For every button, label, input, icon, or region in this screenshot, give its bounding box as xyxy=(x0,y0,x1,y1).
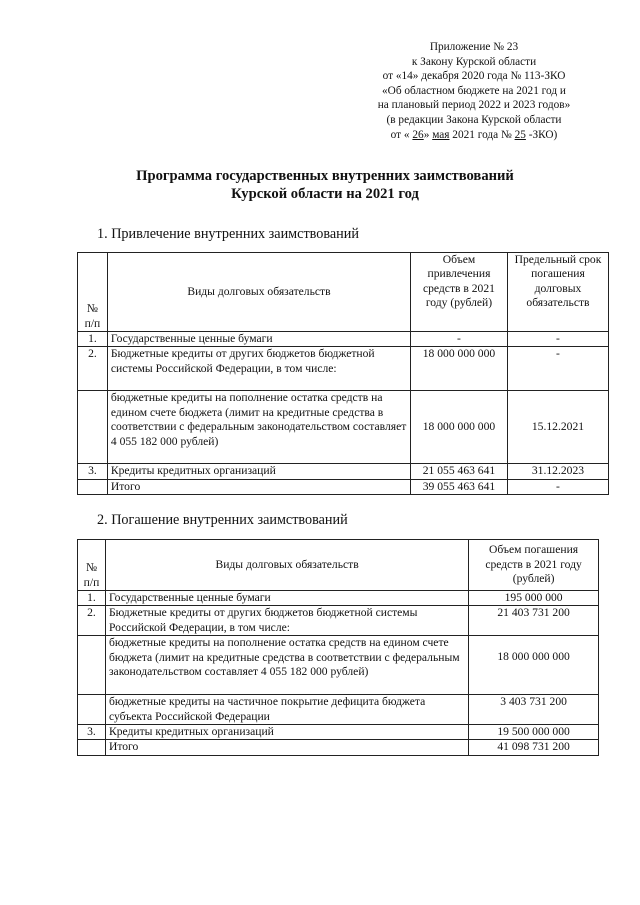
appendix-law-title-2: на плановый период 2022 и 2023 годов» xyxy=(377,99,571,112)
appendix-law-date: от «14» декабря 2020 года № 113-ЗКО xyxy=(382,70,566,83)
table-row xyxy=(78,636,599,695)
row-num: 2. xyxy=(78,347,108,391)
row-type: Государственные ценные бумаги xyxy=(105,591,468,606)
appendix-header xyxy=(360,40,588,142)
row-amount: 21 403 731 200 xyxy=(469,606,599,636)
table-row xyxy=(78,695,599,725)
borrowing-table xyxy=(77,252,609,495)
document-title xyxy=(60,167,590,203)
appendix-law-ref: к Закону Курской области xyxy=(411,55,537,68)
row-type: Бюджетные кредиты от других бюджетов бюджетной системы Российской Федерации, в том числе: xyxy=(107,347,410,391)
row-num xyxy=(78,391,108,464)
row-amount: 18 000 000 000 xyxy=(411,391,508,464)
table-row xyxy=(78,332,609,347)
row-amount: 21 055 463 641 xyxy=(411,464,508,479)
edition-day: 26 xyxy=(412,128,424,141)
row-amount: 18 000 000 000 xyxy=(469,636,599,695)
row-num xyxy=(78,636,106,695)
row-num: 1. xyxy=(78,591,106,606)
row-num: 3. xyxy=(78,464,108,479)
table-row xyxy=(78,464,609,479)
row-amount: 3 403 731 200 xyxy=(469,695,599,725)
header-amount: Объем погашения средств в 2021 году (рублей) xyxy=(469,540,599,591)
row-amount: 41 098 731 200 xyxy=(469,740,599,755)
title-line-1: Программа государственных внутренних заимствований xyxy=(136,168,514,184)
table-header-row xyxy=(78,253,609,332)
header-num: № п/п xyxy=(78,253,108,332)
title-line-2: Курской области на 2021 год xyxy=(231,186,419,202)
edition-law-number: 25 xyxy=(514,128,526,141)
row-type: Бюджетные кредиты от других бюджетов бюджетной системы Российской Федерации, в том числе: xyxy=(105,606,468,636)
row-type: Кредиты кредитных организаций xyxy=(105,725,468,740)
row-num: 3. xyxy=(78,725,106,740)
row-term: - xyxy=(507,332,608,347)
row-type: Итого xyxy=(107,479,410,494)
edition-suffix: -ЗКО) xyxy=(525,128,558,141)
row-num: 2. xyxy=(78,606,106,636)
header-term: Предельный срок погашения долговых обязательств xyxy=(507,253,608,332)
header-amount: Объем привлечения средств в 2021 году (рублей) xyxy=(411,253,508,332)
appendix-number: Приложение № 23 xyxy=(429,41,519,53)
table-total-row xyxy=(78,479,609,494)
row-amount: 39 055 463 641 xyxy=(411,479,508,494)
row-amount: 195 000 000 xyxy=(469,591,599,606)
row-term: 31.12.2023 xyxy=(507,464,608,479)
edition-date-mid: 2021 года № xyxy=(449,128,515,141)
appendix-edition-date xyxy=(360,128,588,143)
table-row xyxy=(78,391,609,464)
row-num xyxy=(78,740,106,755)
row-amount: 18 000 000 000 xyxy=(411,347,508,391)
table-total-row xyxy=(78,740,599,755)
header-type: Виды долговых обязательств xyxy=(107,253,410,332)
row-type: Кредиты кредитных организаций xyxy=(107,464,410,479)
row-type: Государственные ценные бумаги xyxy=(107,332,410,347)
row-term: - xyxy=(507,479,608,494)
table-row xyxy=(78,725,599,740)
table-header-row xyxy=(78,540,599,591)
row-type: бюджетные кредиты на пополнение остатка средств на едином счете бюджета (лимит на кредитные средства в соответствии с федеральным законодательством составляет 4 055 182 000 рублей) xyxy=(105,636,468,695)
row-num: 1. xyxy=(78,332,108,347)
header-num: № п/п xyxy=(78,540,106,591)
section-2-heading: 2. Погашение внутренних заимствований xyxy=(97,512,348,528)
table-row xyxy=(78,606,599,636)
repayment-table xyxy=(77,539,599,756)
edition-month: мая xyxy=(432,128,450,141)
row-amount: 19 500 000 000 xyxy=(469,725,599,740)
row-type: бюджетные кредиты на пополнение остатка средств на едином счете бюджета (лимит на кредитные средства в соответствии с федеральным законодательством составляет 4 055 182 000 рублей) xyxy=(107,391,410,464)
row-num xyxy=(78,479,108,494)
row-num xyxy=(78,695,106,725)
header-type: Виды долговых обязательств xyxy=(105,540,468,591)
row-term: 15.12.2021 xyxy=(507,391,608,464)
appendix-law-title-1: «Об областном бюджете на 2021 год и xyxy=(382,84,566,97)
row-type: бюджетные кредиты на частичное покрытие дефицита бюджета субъекта Российской Федерации xyxy=(105,695,468,725)
row-amount: - xyxy=(411,332,508,347)
edition-date-sep: » xyxy=(423,128,433,141)
edition-date-prefix: от « xyxy=(390,128,413,141)
table-row xyxy=(78,347,609,391)
table-row xyxy=(78,591,599,606)
appendix-edition: (в редакции Закона Курской области xyxy=(386,113,562,126)
row-type: Итого xyxy=(105,740,468,755)
row-term: - xyxy=(507,347,608,391)
section-1-heading: 1. Привлечение внутренних заимствований xyxy=(97,226,359,242)
